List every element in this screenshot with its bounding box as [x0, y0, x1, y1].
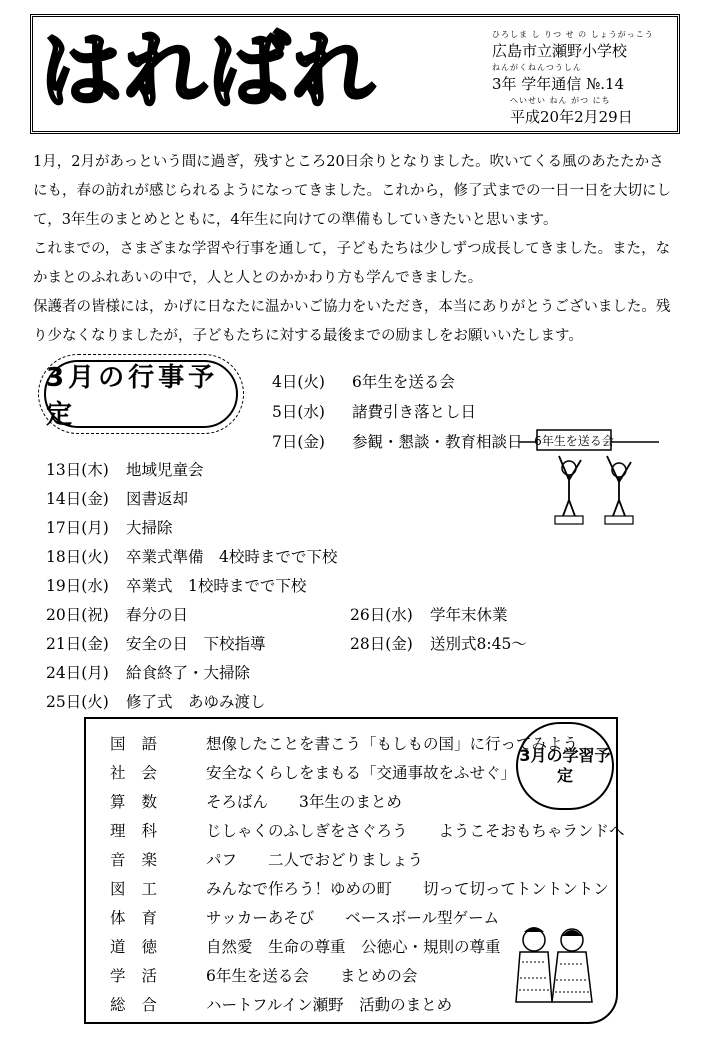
- event-text: 学年末休業: [430, 606, 508, 624]
- event-date: 18日(火): [46, 548, 109, 566]
- subject-name: 図工: [110, 880, 174, 898]
- event-date: 14日(金): [46, 490, 109, 508]
- subject-row: [110, 877, 609, 899]
- event-item: [46, 574, 306, 596]
- event-date: 21日(金): [46, 635, 109, 653]
- banner-text: 6年生を送る会: [534, 434, 614, 448]
- subject-name: 算数: [110, 793, 174, 811]
- subject-content: サッカーあそび ベースボール型ゲーム: [206, 909, 500, 927]
- subject-name: 社会: [110, 764, 174, 782]
- issue-date: 平成20年2月29日: [510, 108, 633, 126]
- farewell-party-illustration: [515, 420, 663, 530]
- subject-content: 想像したことを書こう「もしもの国」に行ってみよう: [206, 735, 579, 753]
- event-date: 7日(金): [272, 433, 325, 451]
- subject-content: パフ 二人でおどりましょう: [206, 851, 424, 869]
- event-text: 春分の日: [126, 606, 189, 624]
- subject-name: 音楽: [110, 851, 174, 869]
- event-item: [46, 661, 250, 683]
- event-date: 24日(月): [46, 664, 109, 682]
- event-text: 卒業式準備 4校時までで下校: [126, 548, 338, 566]
- subject-content: 安全なくらしをまもる「交通事故をふせぐ」: [206, 764, 517, 782]
- subject-content: ハートフルイン瀬野 活動のまとめ: [206, 996, 453, 1014]
- event-text: 大掃除: [126, 519, 173, 537]
- header-info: [480, 30, 670, 129]
- subject-name: 総合: [110, 996, 174, 1014]
- event-item: [46, 632, 266, 654]
- subject-row: [110, 848, 423, 870]
- subject-row: [110, 761, 516, 783]
- subject-name: 道徳: [110, 938, 174, 956]
- subject-row: [110, 732, 578, 754]
- event-text: 6年生を送る会: [352, 373, 455, 391]
- event-date: 13日(木): [46, 461, 109, 479]
- event-date: 19日(水): [46, 577, 109, 595]
- subject-content: みんなで作ろう！ゆめの町 切って切ってトントントン: [206, 880, 609, 898]
- date-ruby: へいせい ねん がつ にち: [510, 96, 611, 105]
- intro-paragraph: 1月，2月があっという間に過ぎ，残すところ20日余りとなりました。吹いてくる風のあたたかさにも，春の訪れが感じられるようになってきました。これから，修了式までの一日一日を大切にして，3年生のまとめとともに，4年生に向けての準備もしていきたいと思います。: [33, 154, 671, 228]
- event-item: [350, 632, 527, 654]
- event-text: 送別式8:45～: [430, 635, 527, 653]
- event-date: 28日(金): [350, 635, 413, 653]
- event-date: 25日(火): [46, 693, 109, 711]
- subject-row: [110, 964, 417, 986]
- intro-paragraph: 保護者の皆様には，かげに日なたに温かいご協力をいただき，本当にありがとうございました。残り少なくなりましたが，子どもたちに対する最後までの励ましをお願いいたします。: [33, 299, 671, 344]
- event-item: [46, 458, 204, 480]
- event-item: [46, 690, 266, 712]
- subject-name: 国語: [110, 735, 174, 753]
- event-text: 給食終了・大掃除: [126, 664, 251, 682]
- subject-row: [110, 906, 499, 928]
- subject-row: [110, 935, 501, 957]
- subject-content: じしゃくのふしぎをさぐろう ようこそおもちゃランドへ: [206, 822, 625, 840]
- event-date: 26日(水): [350, 606, 413, 624]
- event-text: 図書返却: [126, 490, 189, 508]
- subject-name: 理科: [110, 822, 174, 840]
- event-item: [272, 400, 476, 422]
- event-date: 20日(祝): [46, 606, 109, 624]
- event-date: 4日(火): [272, 373, 325, 391]
- event-text: 地域児童会: [126, 461, 204, 479]
- subject-row: [110, 993, 452, 1015]
- subject-row: [110, 790, 402, 812]
- events-badge: 3月の行事予定: [44, 360, 238, 428]
- school-ruby: ひろしま し りつ せ の しょうがっこう: [492, 30, 654, 39]
- event-date: 5日(水): [272, 403, 325, 421]
- issue-label: 3年 学年通信 №.14: [492, 75, 625, 93]
- subject-row: [110, 819, 625, 841]
- event-text: 修了式 あゆみ渡し: [126, 693, 266, 711]
- event-item: [272, 430, 523, 452]
- event-text: 諸費引き落とし日: [352, 403, 477, 421]
- event-item: [46, 603, 188, 625]
- event-item: [46, 487, 188, 509]
- issue-ruby: ねんがくねんつうしん: [492, 63, 582, 72]
- event-text: 安全の日 下校指導: [126, 635, 266, 653]
- subject-content: そろばん 3年生のまとめ: [206, 793, 402, 811]
- event-item: [350, 603, 508, 625]
- subject-content: 6年生を送る会 まとめの会: [206, 967, 418, 985]
- intro-text: [33, 148, 675, 351]
- hina-dolls-illustration: [510, 918, 596, 1008]
- event-date: 17日(月): [46, 519, 109, 537]
- event-item: [272, 370, 455, 392]
- intro-paragraph: これまでの，さまざまな学習や行事を通して，子どもたちは少しずつ成長してきました。また，なかまとのふれあいの中で，人と人とのかかわり方も学んできました。: [33, 241, 671, 286]
- masthead-title: はればれ: [40, 24, 377, 119]
- event-item: [46, 545, 337, 567]
- subject-content: 自然愛 生命の尊重 公徳心・規則の尊重: [206, 938, 501, 956]
- subject-name: 学活: [110, 967, 174, 985]
- event-text: 卒業式 1校時までで下校: [126, 577, 307, 595]
- event-text: 参観・懇談・教育相談日: [352, 433, 523, 451]
- school-name: 広島市立瀬野小学校: [492, 42, 628, 60]
- subject-name: 体育: [110, 909, 174, 927]
- event-item: [46, 516, 173, 538]
- study-badge: 3月の学習予定: [516, 722, 614, 810]
